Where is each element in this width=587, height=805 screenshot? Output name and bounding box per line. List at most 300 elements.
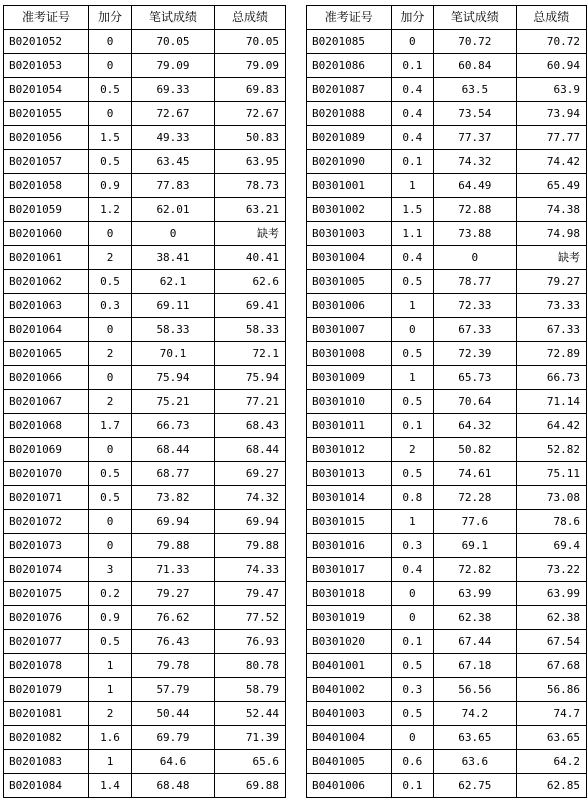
cell-written-score: 73.54 (434, 102, 516, 126)
cell-bonus: 0.5 (391, 270, 434, 294)
cell-exam-id: B0201057 (4, 150, 89, 174)
cell-bonus: 0.4 (391, 126, 434, 150)
cell-exam-id: B0201085 (307, 30, 392, 54)
cell-exam-id: B0301014 (307, 486, 392, 510)
cell-total-score: 73.22 (516, 558, 586, 582)
cell-total-score: 68.43 (215, 414, 286, 438)
table-row (307, 606, 587, 630)
cell-exam-id: B0301018 (307, 582, 392, 606)
table-row (4, 558, 286, 582)
cell-exam-id: B0201053 (4, 54, 89, 78)
cell-bonus: 2 (89, 342, 132, 366)
cell-written-score: 58.33 (132, 318, 215, 342)
cell-total-score: 63.65 (516, 726, 586, 750)
cell-total-score: 79.47 (215, 582, 286, 606)
table-row (307, 726, 587, 750)
table-row (307, 174, 587, 198)
cell-exam-id: B0201065 (4, 342, 89, 366)
table-row (4, 750, 286, 774)
cell-total-score: 72.89 (516, 342, 586, 366)
cell-total-score: 66.73 (516, 366, 586, 390)
table-row (307, 30, 587, 54)
cell-bonus: 1.7 (89, 414, 132, 438)
cell-bonus: 0 (89, 366, 132, 390)
table-row (307, 270, 587, 294)
cell-exam-id: B0401002 (307, 678, 392, 702)
header-written-score: 笔试成绩 (434, 6, 516, 30)
cell-exam-id: B0401004 (307, 726, 392, 750)
cell-written-score: 63.45 (132, 150, 215, 174)
table-row (4, 246, 286, 270)
cell-bonus: 0.5 (89, 486, 132, 510)
cell-bonus: 0.5 (89, 630, 132, 654)
cell-bonus: 0.3 (391, 534, 434, 558)
cell-exam-id: B0301012 (307, 438, 392, 462)
cell-written-score: 0 (434, 246, 516, 270)
cell-exam-id: B0201059 (4, 198, 89, 222)
table-row (4, 606, 286, 630)
cell-bonus: 0 (391, 726, 434, 750)
cell-written-score: 69.33 (132, 78, 215, 102)
cell-bonus: 0.4 (391, 558, 434, 582)
table-row (4, 150, 286, 174)
cell-bonus: 0.4 (391, 102, 434, 126)
cell-bonus: 0.1 (391, 54, 434, 78)
cell-total-score: 78.6 (516, 510, 586, 534)
cell-written-score: 69.11 (132, 294, 215, 318)
cell-bonus: 0.3 (89, 294, 132, 318)
cell-exam-id: B0301019 (307, 606, 392, 630)
cell-written-score: 64.49 (434, 174, 516, 198)
cell-total-score: 70.05 (215, 30, 286, 54)
cell-written-score: 74.61 (434, 462, 516, 486)
cell-written-score: 74.32 (434, 150, 516, 174)
cell-total-score: 62.38 (516, 606, 586, 630)
cell-exam-id: B0401005 (307, 750, 392, 774)
cell-bonus: 2 (89, 390, 132, 414)
cell-total-score: 50.83 (215, 126, 286, 150)
cell-bonus: 2 (391, 438, 434, 462)
cell-total-score: 缺考 (215, 222, 286, 246)
cell-bonus: 0.5 (89, 150, 132, 174)
cell-bonus: 1 (391, 294, 434, 318)
cell-written-score: 75.21 (132, 390, 215, 414)
table-row (307, 54, 587, 78)
cell-exam-id: B0201081 (4, 702, 89, 726)
cell-total-score: 缺考 (516, 246, 586, 270)
table-row (307, 246, 587, 270)
cell-written-score: 66.73 (132, 414, 215, 438)
cell-bonus: 0.4 (391, 78, 434, 102)
cell-written-score: 62.38 (434, 606, 516, 630)
cell-total-score: 77.21 (215, 390, 286, 414)
cell-written-score: 77.37 (434, 126, 516, 150)
cell-written-score: 69.79 (132, 726, 215, 750)
cell-written-score: 0 (132, 222, 215, 246)
cell-written-score: 71.33 (132, 558, 215, 582)
table-header-row (4, 6, 286, 30)
cell-written-score: 67.18 (434, 654, 516, 678)
cell-bonus: 0.1 (391, 774, 434, 798)
cell-total-score: 56.86 (516, 678, 586, 702)
cell-bonus: 3 (89, 558, 132, 582)
cell-written-score: 74.2 (434, 702, 516, 726)
cell-written-score: 76.62 (132, 606, 215, 630)
table-row (4, 678, 286, 702)
table-row (4, 510, 286, 534)
table-row (4, 366, 286, 390)
cell-exam-id: B0201077 (4, 630, 89, 654)
cell-exam-id: B0201090 (307, 150, 392, 174)
cell-total-score: 72.1 (215, 342, 286, 366)
cell-bonus: 0.1 (391, 150, 434, 174)
cell-total-score: 69.4 (516, 534, 586, 558)
cell-exam-id: B0401003 (307, 702, 392, 726)
cell-total-score: 65.6 (215, 750, 286, 774)
cell-written-score: 64.32 (434, 414, 516, 438)
cell-exam-id: B0201056 (4, 126, 89, 150)
cell-bonus: 0.1 (391, 630, 434, 654)
cell-written-score: 79.88 (132, 534, 215, 558)
cell-exam-id: B0201074 (4, 558, 89, 582)
table-row (307, 198, 587, 222)
cell-bonus: 0.5 (89, 462, 132, 486)
cell-written-score: 64.6 (132, 750, 215, 774)
cell-written-score: 50.44 (132, 702, 215, 726)
cell-bonus: 2 (89, 702, 132, 726)
cell-bonus: 1.4 (89, 774, 132, 798)
cell-written-score: 72.82 (434, 558, 516, 582)
cell-written-score: 57.79 (132, 678, 215, 702)
table-row (307, 510, 587, 534)
cell-written-score: 56.56 (434, 678, 516, 702)
cell-written-score: 77.6 (434, 510, 516, 534)
cell-bonus: 0.3 (391, 678, 434, 702)
cell-exam-id: B0201075 (4, 582, 89, 606)
header-bonus: 加分 (391, 6, 434, 30)
table-row (307, 678, 587, 702)
cell-total-score: 79.27 (516, 270, 586, 294)
cell-total-score: 73.94 (516, 102, 586, 126)
cell-written-score: 38.41 (132, 246, 215, 270)
header-exam-id: 准考证号 (307, 6, 392, 30)
cell-exam-id: B0201084 (4, 774, 89, 798)
cell-total-score: 67.54 (516, 630, 586, 654)
table-row (4, 462, 286, 486)
table-row (4, 294, 286, 318)
table-row (4, 438, 286, 462)
table-row (307, 126, 587, 150)
cell-exam-id: B0401006 (307, 774, 392, 798)
cell-exam-id: B0301009 (307, 366, 392, 390)
cell-written-score: 72.88 (434, 198, 516, 222)
cell-total-score: 79.09 (215, 54, 286, 78)
cell-exam-id: B0301015 (307, 510, 392, 534)
cell-written-score: 78.77 (434, 270, 516, 294)
cell-total-score: 52.82 (516, 438, 586, 462)
cell-total-score: 62.85 (516, 774, 586, 798)
cell-written-score: 73.88 (434, 222, 516, 246)
cell-total-score: 64.42 (516, 414, 586, 438)
cell-written-score: 68.77 (132, 462, 215, 486)
cell-bonus: 0 (89, 222, 132, 246)
cell-written-score: 72.39 (434, 342, 516, 366)
table-row (4, 414, 286, 438)
table-row (307, 630, 587, 654)
cell-written-score: 68.48 (132, 774, 215, 798)
cell-written-score: 77.83 (132, 174, 215, 198)
cell-total-score: 78.73 (215, 174, 286, 198)
score-table-left (3, 5, 286, 798)
table-row (4, 486, 286, 510)
cell-exam-id: B0301006 (307, 294, 392, 318)
cell-bonus: 1 (89, 654, 132, 678)
cell-written-score: 72.67 (132, 102, 215, 126)
cell-total-score: 69.94 (215, 510, 286, 534)
table-row (4, 102, 286, 126)
table-row (4, 318, 286, 342)
cell-exam-id: B0301004 (307, 246, 392, 270)
cell-exam-id: B0201055 (4, 102, 89, 126)
cell-exam-id: B0201052 (4, 30, 89, 54)
cell-bonus: 1 (89, 750, 132, 774)
cell-bonus: 1.5 (89, 126, 132, 150)
table-row (307, 366, 587, 390)
cell-total-score: 73.08 (516, 486, 586, 510)
cell-total-score: 77.52 (215, 606, 286, 630)
table-row (4, 774, 286, 798)
cell-bonus: 0.8 (391, 486, 434, 510)
table-row (4, 342, 286, 366)
cell-exam-id: B0201083 (4, 750, 89, 774)
cell-exam-id: B0301007 (307, 318, 392, 342)
cell-exam-id: B0201079 (4, 678, 89, 702)
cell-exam-id: B0301020 (307, 630, 392, 654)
cell-written-score: 63.6 (434, 750, 516, 774)
cell-total-score: 75.11 (516, 462, 586, 486)
cell-exam-id: B0201067 (4, 390, 89, 414)
cell-exam-id: B0401001 (307, 654, 392, 678)
cell-total-score: 74.32 (215, 486, 286, 510)
cell-bonus: 0 (89, 102, 132, 126)
table-row (307, 702, 587, 726)
cell-total-score: 74.33 (215, 558, 286, 582)
cell-bonus: 0 (391, 582, 434, 606)
score-table-right (306, 5, 587, 798)
cell-written-score: 76.43 (132, 630, 215, 654)
table-row (307, 462, 587, 486)
cell-exam-id: B0301003 (307, 222, 392, 246)
table-row (4, 270, 286, 294)
table-row (4, 726, 286, 750)
cell-written-score: 72.28 (434, 486, 516, 510)
cell-exam-id: B0301011 (307, 414, 392, 438)
cell-bonus: 0 (391, 606, 434, 630)
cell-exam-id: B0301013 (307, 462, 392, 486)
cell-total-score: 71.14 (516, 390, 586, 414)
cell-total-score: 79.88 (215, 534, 286, 558)
cell-bonus: 0.1 (391, 414, 434, 438)
cell-bonus: 0.5 (391, 702, 434, 726)
cell-total-score: 63.21 (215, 198, 286, 222)
cell-exam-id: B0201063 (4, 294, 89, 318)
cell-total-score: 74.38 (516, 198, 586, 222)
cell-exam-id: B0201070 (4, 462, 89, 486)
cell-written-score: 75.94 (132, 366, 215, 390)
cell-exam-id: B0201064 (4, 318, 89, 342)
cell-written-score: 70.1 (132, 342, 215, 366)
table-row (307, 774, 587, 798)
table-row (4, 654, 286, 678)
cell-exam-id: B0301008 (307, 342, 392, 366)
cell-bonus: 0.2 (89, 582, 132, 606)
cell-total-score: 40.41 (215, 246, 286, 270)
cell-written-score: 67.44 (434, 630, 516, 654)
cell-total-score: 80.78 (215, 654, 286, 678)
cell-bonus: 1 (89, 678, 132, 702)
cell-total-score: 58.79 (215, 678, 286, 702)
cell-bonus: 0 (89, 510, 132, 534)
cell-total-score: 72.67 (215, 102, 286, 126)
cell-exam-id: B0201068 (4, 414, 89, 438)
table-body (307, 30, 587, 798)
cell-written-score: 62.1 (132, 270, 215, 294)
cell-total-score: 58.33 (215, 318, 286, 342)
cell-total-score: 52.44 (215, 702, 286, 726)
cell-written-score: 69.94 (132, 510, 215, 534)
cell-exam-id: B0201061 (4, 246, 89, 270)
cell-bonus: 0.4 (391, 246, 434, 270)
cell-exam-id: B0201058 (4, 174, 89, 198)
cell-total-score: 71.39 (215, 726, 286, 750)
cell-total-score: 69.41 (215, 294, 286, 318)
table-row (307, 414, 587, 438)
cell-total-score: 67.33 (516, 318, 586, 342)
cell-exam-id: B0301016 (307, 534, 392, 558)
cell-exam-id: B0201073 (4, 534, 89, 558)
table-row (307, 486, 587, 510)
cell-written-score: 67.33 (434, 318, 516, 342)
cell-written-score: 79.78 (132, 654, 215, 678)
table-row (307, 654, 587, 678)
table-row (307, 390, 587, 414)
cell-written-score: 49.33 (132, 126, 215, 150)
table-row (4, 390, 286, 414)
cell-written-score: 72.33 (434, 294, 516, 318)
cell-bonus: 0.5 (89, 78, 132, 102)
cell-bonus: 0.9 (89, 174, 132, 198)
cell-exam-id: B0301017 (307, 558, 392, 582)
cell-total-score: 63.9 (516, 78, 586, 102)
cell-bonus: 0.5 (391, 390, 434, 414)
cell-bonus: 0 (89, 30, 132, 54)
cell-total-score: 67.68 (516, 654, 586, 678)
cell-total-score: 65.49 (516, 174, 586, 198)
cell-total-score: 64.2 (516, 750, 586, 774)
cell-bonus: 0 (89, 534, 132, 558)
table-header-row (307, 6, 587, 30)
cell-total-score: 63.99 (516, 582, 586, 606)
cell-total-score: 69.27 (215, 462, 286, 486)
cell-total-score: 62.6 (215, 270, 286, 294)
cell-written-score: 63.65 (434, 726, 516, 750)
cell-exam-id: B0201086 (307, 54, 392, 78)
cell-exam-id: B0201071 (4, 486, 89, 510)
table-row (4, 222, 286, 246)
cell-written-score: 79.27 (132, 582, 215, 606)
table-row (307, 582, 587, 606)
cell-bonus: 1.2 (89, 198, 132, 222)
cell-exam-id: B0301002 (307, 198, 392, 222)
cell-total-score: 69.88 (215, 774, 286, 798)
cell-written-score: 50.82 (434, 438, 516, 462)
cell-bonus: 0 (89, 318, 132, 342)
cell-written-score: 70.05 (132, 30, 215, 54)
table-row (307, 534, 587, 558)
table-row (4, 198, 286, 222)
table-row (307, 102, 587, 126)
cell-bonus: 0.5 (89, 270, 132, 294)
cell-exam-id: B0201069 (4, 438, 89, 462)
cell-written-score: 60.84 (434, 54, 516, 78)
cell-exam-id: B0201076 (4, 606, 89, 630)
header-bonus: 加分 (89, 6, 132, 30)
cell-total-score: 76.93 (215, 630, 286, 654)
cell-written-score: 62.01 (132, 198, 215, 222)
cell-written-score: 73.82 (132, 486, 215, 510)
cell-written-score: 70.72 (434, 30, 516, 54)
table-row (307, 150, 587, 174)
table-row (307, 222, 587, 246)
cell-total-score: 69.83 (215, 78, 286, 102)
cell-total-score: 74.98 (516, 222, 586, 246)
cell-total-score: 74.7 (516, 702, 586, 726)
cell-exam-id: B0201054 (4, 78, 89, 102)
table-row (4, 30, 286, 54)
table-row (307, 78, 587, 102)
table-row (4, 174, 286, 198)
table-body (4, 30, 286, 798)
cell-total-score: 77.77 (516, 126, 586, 150)
cell-total-score: 74.42 (516, 150, 586, 174)
table-row (4, 630, 286, 654)
table-row (4, 582, 286, 606)
cell-total-score: 73.33 (516, 294, 586, 318)
header-written-score: 笔试成绩 (132, 6, 215, 30)
cell-exam-id: B0301010 (307, 390, 392, 414)
table-row (307, 438, 587, 462)
cell-exam-id: B0301001 (307, 174, 392, 198)
cell-written-score: 69.1 (434, 534, 516, 558)
cell-bonus: 0 (89, 438, 132, 462)
cell-exam-id: B0201087 (307, 78, 392, 102)
table-row (307, 558, 587, 582)
cell-bonus: 1.5 (391, 198, 434, 222)
table-row (4, 534, 286, 558)
cell-bonus: 0.5 (391, 654, 434, 678)
cell-exam-id: B0201066 (4, 366, 89, 390)
cell-written-score: 79.09 (132, 54, 215, 78)
cell-exam-id: B0201088 (307, 102, 392, 126)
cell-bonus: 0 (391, 318, 434, 342)
cell-total-score: 70.72 (516, 30, 586, 54)
cell-bonus: 0 (89, 54, 132, 78)
cell-total-score: 63.95 (215, 150, 286, 174)
table-row (4, 126, 286, 150)
cell-exam-id: B0201089 (307, 126, 392, 150)
cell-exam-id: B0201062 (4, 270, 89, 294)
cell-bonus: 0 (391, 30, 434, 54)
